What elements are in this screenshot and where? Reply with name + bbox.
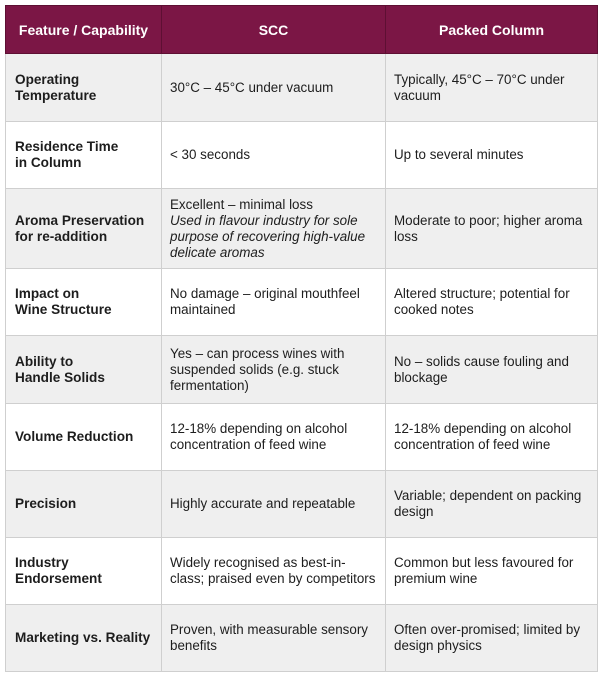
feature-cell bbox=[6, 189, 162, 269]
feature-label-line: Operating bbox=[15, 71, 80, 87]
table-row bbox=[6, 189, 598, 269]
feature-label-line: Wine Structure bbox=[15, 302, 112, 317]
feature-label-line: Marketing vs. Reality bbox=[15, 630, 151, 645]
packed-column-value: Often over-promised; limited by design physics bbox=[394, 622, 581, 653]
scc-cell bbox=[162, 269, 386, 336]
packed-column-cell bbox=[386, 471, 598, 538]
feature-label-line: Temperature bbox=[15, 87, 97, 103]
scc-cell bbox=[162, 605, 386, 672]
packed-column-cell bbox=[386, 122, 598, 189]
packed-column-cell bbox=[386, 404, 598, 471]
scc-value: Yes – can process wines with suspended solids (e.g. stuck fermentation) bbox=[170, 345, 345, 393]
scc-cell bbox=[162, 538, 386, 605]
table-row bbox=[6, 471, 598, 538]
feature-label-line: Volume Reduction bbox=[15, 429, 134, 444]
packed-column-value: Altered structure; potential for cooked notes bbox=[394, 286, 570, 317]
scc-cell bbox=[162, 54, 386, 122]
feature-cell bbox=[6, 54, 162, 122]
packed-column-value: Common but less favoured for premium wine bbox=[394, 555, 574, 586]
feature-label-line: Industry bbox=[15, 555, 69, 570]
feature-cell bbox=[6, 404, 162, 471]
scc-value: Widely recognised as best-in-class; praised even by competitors bbox=[170, 555, 376, 586]
feature-label-line: Handle Solids bbox=[15, 369, 105, 385]
feature-label-line: Precision bbox=[15, 496, 77, 511]
table-row bbox=[6, 269, 598, 336]
packed-column-cell bbox=[386, 189, 598, 269]
comparison-table-container bbox=[5, 5, 597, 672]
scc-value: Proven, with measurable sensory benefits bbox=[170, 622, 368, 653]
packed-column-value: Variable; dependent on packing design bbox=[394, 488, 582, 519]
feature-label-line: Ability to bbox=[15, 353, 74, 369]
feature-label-line: Residence Time bbox=[15, 139, 119, 154]
packed-column-cell bbox=[386, 269, 598, 336]
table-row bbox=[6, 54, 598, 122]
feature-cell bbox=[6, 605, 162, 672]
feature-label-line: Impact on bbox=[15, 286, 80, 301]
scc-value: < 30 seconds bbox=[170, 147, 251, 162]
packed-column-cell bbox=[386, 605, 598, 672]
scc-value: Highly accurate and repeatable bbox=[170, 496, 356, 511]
packed-column-value: No – solids cause fouling and blockage bbox=[394, 353, 569, 385]
scc-cell bbox=[162, 122, 386, 189]
table-row bbox=[6, 538, 598, 605]
scc-value: 30°C – 45°C under vacuum bbox=[170, 79, 334, 95]
scc-cell bbox=[162, 404, 386, 471]
scc-value: Excellent – minimal loss bbox=[170, 196, 313, 212]
packed-column-cell bbox=[386, 336, 598, 404]
header-scc: SCC bbox=[162, 6, 386, 54]
header-feature: Feature / Capability bbox=[6, 6, 162, 54]
header-row bbox=[6, 6, 598, 54]
scc-cell bbox=[162, 471, 386, 538]
feature-cell bbox=[6, 269, 162, 336]
packed-column-value: Moderate to poor; higher aroma loss bbox=[394, 212, 583, 244]
packed-column-value: 12-18% depending on alcohol concentration of feed wine bbox=[394, 421, 572, 452]
feature-label-line: Aroma Preservation bbox=[15, 212, 145, 228]
scc-note: Used in flavour industry for sole purpose of recovering high-value delicate aromas bbox=[170, 212, 366, 260]
feature-cell bbox=[6, 538, 162, 605]
comparison-table bbox=[5, 5, 598, 672]
feature-cell bbox=[6, 336, 162, 404]
packed-column-value: Typically, 45°C – 70°C under vacuum bbox=[394, 71, 565, 103]
packed-column-cell bbox=[386, 538, 598, 605]
scc-cell bbox=[162, 336, 386, 404]
table-row bbox=[6, 404, 598, 471]
header-packed-column: Packed Column bbox=[386, 6, 598, 54]
feature-cell bbox=[6, 471, 162, 538]
packed-column-value: Up to several minutes bbox=[394, 147, 524, 162]
table-row bbox=[6, 336, 598, 404]
packed-column-cell bbox=[386, 54, 598, 122]
feature-cell bbox=[6, 122, 162, 189]
scc-value: No damage – original mouthfeel maintained bbox=[170, 286, 360, 317]
scc-cell bbox=[162, 189, 386, 269]
feature-label-line: for re-addition bbox=[15, 228, 108, 244]
feature-label-line: Endorsement bbox=[15, 571, 102, 586]
feature-label-line: in Column bbox=[15, 155, 82, 170]
scc-value: 12-18% depending on alcohol concentration of feed wine bbox=[170, 421, 348, 452]
table-row bbox=[6, 122, 598, 189]
table-row bbox=[6, 605, 598, 672]
